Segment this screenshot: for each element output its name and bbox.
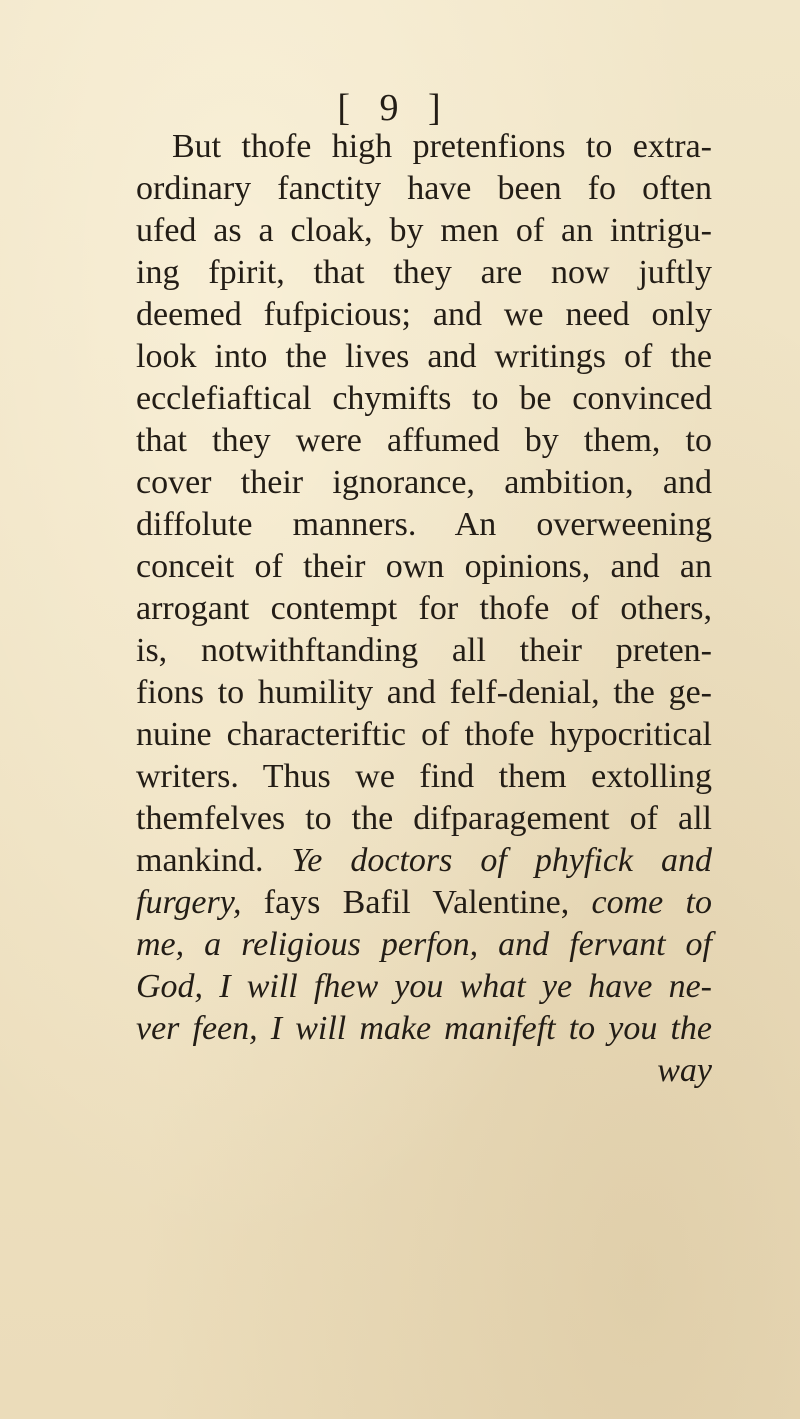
text-segment: ufed as a cloak, by men of an intrigu- — [136, 212, 712, 249]
text-line — [136, 882, 712, 924]
text-line — [136, 840, 712, 882]
italic-text: Ye doctors of phyfick and — [291, 842, 713, 879]
text-segment: fays Bafil Valentine, — [241, 884, 592, 921]
page-number: [ 9 ] — [337, 87, 451, 129]
text-line — [136, 1008, 712, 1050]
text-line — [136, 252, 712, 294]
text-line — [136, 630, 712, 672]
text-line — [136, 588, 712, 630]
text-line — [136, 420, 712, 462]
text-segment: look into the lives and writings of the — [136, 338, 712, 375]
italic-text: ver feen, I will make manifeft to you the — [136, 1010, 712, 1047]
text-line — [136, 714, 712, 756]
text-segment: deemed fufpicious; and we need only — [136, 296, 712, 333]
text-line — [136, 168, 712, 210]
text-line — [136, 378, 712, 420]
text-segment: is, notwithftanding all their preten- — [136, 632, 712, 669]
text-line — [136, 126, 712, 168]
text-segment: But thofe high pretenfions to extra- — [172, 128, 712, 165]
text-segment: diffolute manners. An overweening — [136, 506, 712, 543]
text-line — [136, 798, 712, 840]
text-segment: ordinary fanctity have been fo often — [136, 170, 712, 207]
text-line — [136, 756, 712, 798]
text-segment: cover their ignorance, ambition, and — [136, 464, 712, 501]
text-segment: conceit of their own opinions, and an — [136, 548, 712, 585]
italic-text: God, I will fhew you what ye have ne- — [136, 968, 712, 1005]
text-line — [136, 462, 712, 504]
text-line — [136, 210, 712, 252]
text-segment: ecclefiaftical chymifts to be convinced — [136, 380, 712, 417]
text-segment: themfelves to the difparagement of all — [136, 800, 712, 837]
text-line — [136, 966, 712, 1008]
text-line — [136, 546, 712, 588]
text-segment: arrogant contempt for thofe of others, — [136, 590, 712, 627]
text-line — [136, 294, 712, 336]
text-line — [136, 672, 712, 714]
text-segment: writers. Thus we find them extolling — [136, 758, 712, 795]
text-segment: that they were affumed by them, to — [136, 422, 712, 459]
text-line — [136, 924, 712, 966]
italic-text: furgery, — [136, 884, 242, 921]
text-segment: nuine characteriftic of thofe hypocritical — [136, 716, 712, 753]
text-segment: fions to humility and felf-denial, the ge- — [136, 674, 712, 711]
italic-text: come to — [591, 884, 712, 921]
text-line — [136, 504, 712, 546]
text-line — [136, 336, 712, 378]
body-text — [136, 126, 712, 1092]
text-segment: ing fpirit, that they are now juftly — [136, 254, 712, 291]
text-segment: mankind. — [136, 842, 292, 879]
italic-text: me, a religious perfon, and fervant of — [136, 926, 712, 963]
text-line — [136, 1050, 712, 1092]
italic-text: way — [657, 1052, 712, 1089]
